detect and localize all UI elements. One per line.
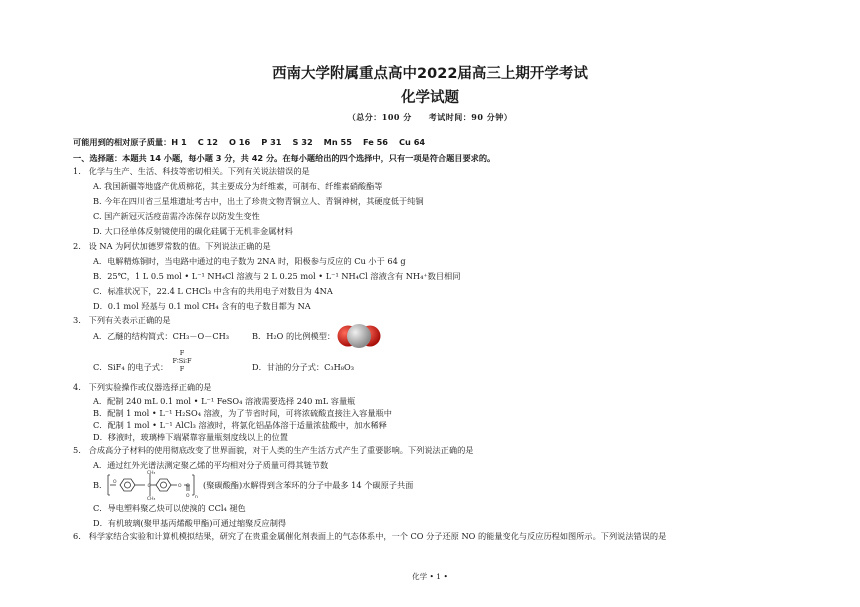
sif4-electron-formula (167, 349, 197, 373)
question-stem: 合成高分子材料的使用彻底改变了世界面貌，对于人类的生产生活方式产生了重要影响。下列说法正确的是 (88, 445, 474, 455)
q1-option-c: C. 国产新冠灭活疫苗需冷冻保存以防发生变性 (93, 211, 260, 221)
question-number: 5. (73, 445, 81, 455)
question-3 (73, 315, 171, 326)
question-6 (73, 531, 666, 542)
q4-option-c: C．配制 1 mol • L⁻¹ AlCl₃ 溶液时，将氯化铝晶体溶于适量浓盐酸中，加水稀释 (93, 420, 387, 430)
exam-meta: （总分：100 分 考试时间：90 分钟） (347, 112, 513, 122)
sif4-top-f: F (179, 349, 185, 357)
q1-option-b: B. 今年在四川省三星堆遗址考古中，出土了珍贵文物青铜立人、青铜神树，其硬度低于纯铜 (93, 196, 424, 206)
svg-text:CH₃: CH₃ (147, 471, 156, 476)
water-space-filling-model-icon (336, 320, 382, 352)
sif4-middle: F∶Si∶F (172, 357, 192, 365)
svg-text:n: n (195, 495, 198, 500)
question-number: 1. (73, 166, 81, 176)
svg-text:C: C (186, 484, 190, 489)
atomic-masses: 可能用到的相对原子质量：H 1 C 12 O 16 P 31 S 32 Mn 55 Fe 56 Cu 64 (73, 137, 426, 147)
polycarbonate-structure-icon (106, 470, 200, 500)
q3-option-b: B．H₂O 的比例模型： (252, 331, 336, 341)
question-4 (73, 382, 211, 393)
q1-option-a: A. 我国新疆等地盛产优质棉花，其主要成分为纤维素，可制布、纤维素硝酸酯等 (93, 181, 383, 191)
svg-text:O: O (186, 494, 190, 499)
svg-text:CH₃: CH₃ (147, 497, 156, 500)
q5-option-b: (聚碳酸酯)水解得到含苯环的分子中最多 14 个碳原子共面 (203, 480, 414, 490)
q2-option-b: B．25℃，1 L 0.5 mol • L⁻¹ NH₄Cl 溶液与 2 L 0.25 mol • L⁻¹ NH₄Cl 溶液含有 NH₄⁺数目相同 (93, 271, 461, 281)
page-footer: 化学 • 1 • (412, 572, 448, 581)
q2-option-a: A．电解精炼铜时，当电路中通过的电子数为 2NA 时，阳极参与反应的 Cu 小于 64 g (93, 256, 406, 266)
q5-option-d: D．有机玻璃(聚甲基丙烯酸甲酯)可通过缩聚反应制得 (93, 518, 287, 528)
exam-title: 西南大学附属重点高中2022届高三上期开学考试 (272, 66, 588, 82)
q1-option-d: D. 大口径单体反射镜使用的碳化硅属于无机非金属材料 (93, 226, 293, 236)
q3-option-d: D．甘油的分子式：C₃H₈O₃ (252, 362, 355, 372)
question-1 (73, 166, 310, 177)
q2-option-c: C．标准状况下，22.4 L CHCl₃ 中含有的共用电子对数目为 4NA (93, 286, 333, 296)
q3-option-a: A．乙醚的结构简式：CH₃－O－CH₃ (93, 331, 230, 341)
question-stem: 下列有关表示正确的是 (88, 315, 171, 325)
q4-option-a: A．配制 240 mL 0.1 mol • L⁻¹ FeSO₄ 溶液需要选择 240 mL 容量瓶 (93, 396, 356, 406)
question-number: 4. (73, 382, 81, 392)
subject-title: 化学试题 (401, 90, 459, 106)
question-stem: 科学家结合实验和计算机模拟结果，研究了在贵重金属催化剂表面上的气态体系中，一个 CO 分子还原 NO 的能量变化与反应历程如图所示。下列说法错误的是 (88, 531, 667, 541)
q3-option-c: C．SiF₄ 的电子式： (93, 362, 169, 372)
question-number: 6. (73, 531, 81, 541)
q4-option-b: B．配制 1 mol • L⁻¹ H₂SO₄ 溶液，为了节省时间，可将浓硫酸直接注入容量瓶中 (93, 408, 392, 418)
q5-option-a: A．通过红外光谱法测定聚乙烯的平均相对分子质量可得其链节数 (93, 460, 329, 470)
question-2 (73, 241, 271, 252)
q5-option-c: C．导电塑料聚乙炔可以使溴的 CCl₄ 褪色 (93, 503, 246, 513)
sif4-bottom-f: F (179, 365, 185, 373)
svg-text:O: O (113, 480, 117, 485)
question-stem: 设 NA 为阿伏加德罗常数的值。下列说法正确的是 (88, 241, 271, 251)
question-stem: 化学与生产、生活、科技等密切相关。下列有关说法错误的是 (88, 166, 310, 176)
question-5 (73, 445, 473, 456)
question-stem: 下列实验操作或仪器选择正确的是 (88, 382, 212, 392)
svg-text:C: C (147, 484, 151, 489)
question-number: 3. (73, 315, 81, 325)
q5-option-b-prefix: B． (93, 480, 108, 490)
q4-option-d: D．移液时，玻璃棒下端紧靠容量瓶刻度线以上的位置 (93, 432, 288, 442)
question-number: 2. (73, 241, 81, 251)
q2-option-d: D．0.1 mol 羟基与 0.1 mol CH₄ 含有的电子数目都为 NA (93, 301, 311, 311)
section-heading: 一、选择题：本题共 14 小题，每小题 3 分，共 42 分。在每小题给出的四个选择中，只有一项是符合题目要求的。 (73, 153, 496, 163)
svg-text:O: O (178, 484, 182, 489)
